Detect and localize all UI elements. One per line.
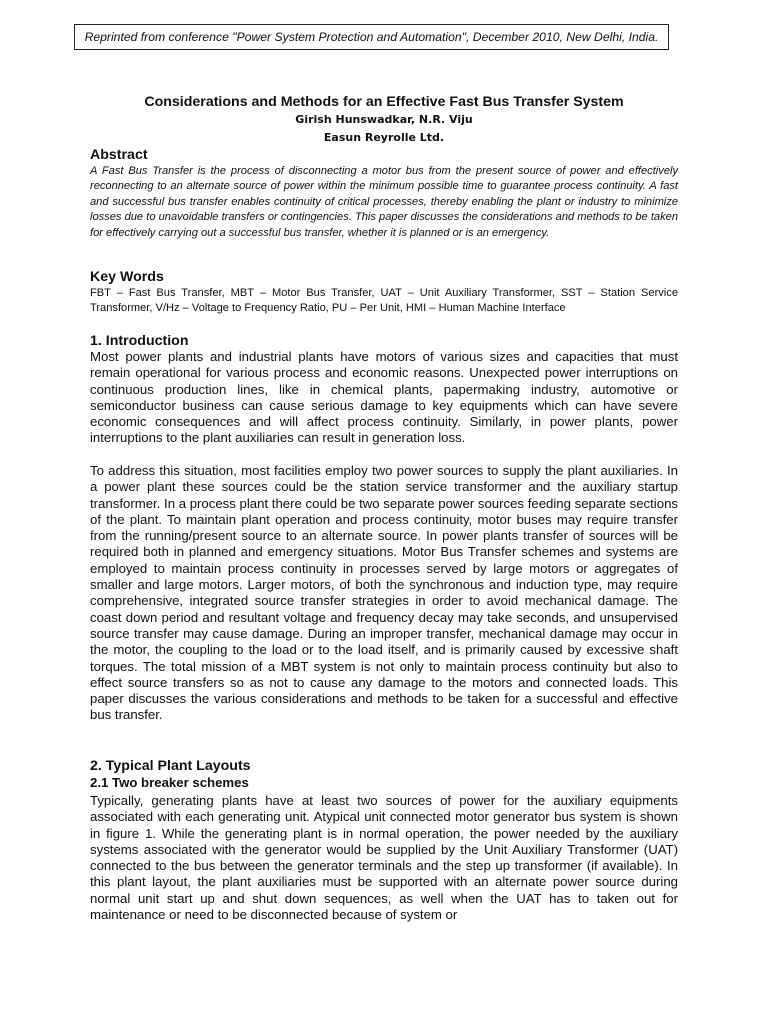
introduction-paragraph-2: To address this situation, most facilities employ two power sources to supply the plant auxiliaries. In a power plant these sources could be the station service transformer and the auxiliary startup transformer. In a process plant there could be two separate power sources feeding separate sections of the plant. To maintain plant operation and process continuity, motor buses may require transfer from the running/present source to an alternate source. In power plants transfer of sources will be required both in planned and emergency situations. Motor Bus Transfer schemes and systems are employed to maintain process continuity in processes served by large motors or aggregates of smaller and large motors. Larger motors, of both the synchronous and induction type, may require comprehensive, integrated source transfer strategies in order to avoid mechanical damage. The coast down period and resultant voltage and frequency decay may take seconds, and unsupervised source transfer may cause damage. During an improper transfer, mechanical damage may occur in the motor, the coupling to the load or to the load itself, and is primarily caused by excessive shaft torques. The total mission of a MBT system is not only to maintain process continuity but also to effect source transfers so as not to cause any damage to the motors and connected loads. This paper discusses the various considerations and methods to be taken for a successful and effective bus transfer. [90, 463, 678, 723]
keywords-text: FBT – Fast Bus Transfer, MBT – Motor Bus Transfer, UAT – Unit Auxiliary Transformer, SST – Station Service Transformer, V/Hz – Voltage to Frequency Ratio, PU – Per Unit, HMI – Human Machine Interface [90, 287, 678, 315]
plant-layouts-paragraph-1: Typically, generating plants have at least two sources of power for the auxiliary equipments associated with each generating unit. Atypical unit connected motor generator bus system is shown in figure 1. While the generating plant is in normal operation, the power needed by the auxiliary systems associated with the generator would be supplied by the Unit Auxiliary Transformer (UAT) connected to the bus between the generator terminals and the step up transformer (if available). In this plant layout, the plant auxiliaries must be supported with an alternate power source during normal unit start up and shut down sequences, as well when the UAT has to taken out for maintenance or need to be disconnected because of system or [90, 793, 678, 923]
paper-affiliation: Easun Reyrolle Ltd. [323, 131, 445, 144]
paper-authors: Girish Hunswadkar, N.R. Viju [295, 113, 473, 126]
paper-title: Considerations and Methods for an Effective Fast Bus Transfer System [144, 94, 624, 110]
keywords-heading: Key Words [90, 269, 164, 285]
two-breaker-schemes-heading: 2.1 Two breaker schemes [90, 775, 249, 790]
abstract-text: A Fast Bus Transfer is the process of disconnecting a motor bus from the present source of power and effectively reconnecting to an alternate source of power within the minimum possible time to guarantee process continuity. A fast and successful bus transfer enables continuity of critical processes, thereby enabling the plant or industry to minimize losses due to unavoidable transfers or contingencies. This paper discusses the considerations and methods to be taken for effectively carrying out a successful bus transfer, whether it is planned or is an emergency. [90, 165, 678, 239]
plant-layouts-heading: 2. Typical Plant Layouts [90, 758, 251, 774]
abstract-heading: Abstract [90, 147, 148, 163]
introduction-paragraph-1: Most power plants and industrial plants have motors of various sizes and capacities that must remain operational for various process and economic reasons. Unexpected power interruptions on continuous production lines, like in chemical plants, papermaking industry, automotive or semiconductor business can cause serious damage to key equipments which can have severe economic consequences and will affect process continuity. Similarly, in power plants, power interruptions to the plant auxiliaries can result in generation loss. [90, 349, 678, 446]
introduction-heading: 1. Introduction [90, 333, 189, 349]
reprint-note: Reprinted from conference "Power System Protection and Automation", December 2010, New Delhi, India. [74, 24, 669, 50]
